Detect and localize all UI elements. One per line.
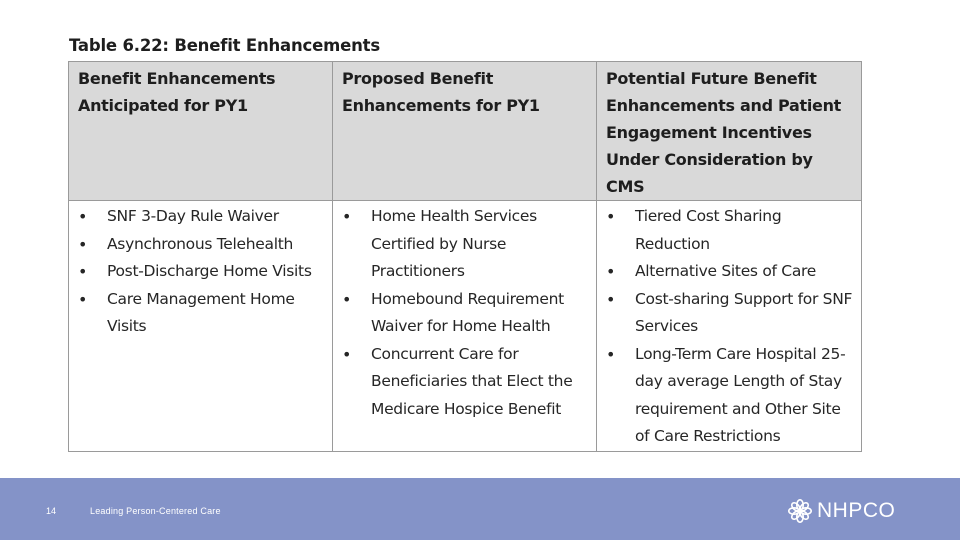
table-header-row <box>69 62 862 201</box>
cell-potential-future <box>597 201 862 452</box>
header-anticipated-py1: Benefit Enhancements Anticipated for PY1 <box>69 62 333 201</box>
list-item: • Cost-sharing Support for SNF Services <box>605 286 855 341</box>
list-item: • Tiered Cost Sharing Reduction <box>605 203 855 258</box>
list-item: • Long-Term Care Hospital 25-day average Length of Stay requirement and Other Site of Care Restrictions <box>605 341 855 451</box>
logo-text: NHPCO <box>817 499 896 522</box>
list-item: • Concurrent Care for Beneficiaries that Elect the Medicare Hospice Benefit <box>341 341 590 424</box>
header-potential-future: Potential Future Benefit Enhancements and Patient Engagement Incentives Under Consideration by CMS <box>597 62 862 201</box>
header-proposed-py1: Proposed Benefit Enhancements for PY1 <box>333 62 597 201</box>
list-item: • Homebound Requirement Waiver for Home Health <box>341 286 590 341</box>
cell-anticipated-py1 <box>69 201 333 452</box>
list-item: • Care Management Home Visits <box>77 286 326 341</box>
bullet-list <box>605 203 855 451</box>
nhpco-logo <box>787 498 895 524</box>
benefit-enhancements-table <box>68 61 862 452</box>
footer-bar <box>0 478 960 540</box>
cell-proposed-py1 <box>333 201 597 452</box>
bullet-list <box>341 203 590 423</box>
page-number: 14 <box>46 506 57 516</box>
bullet-list <box>77 203 326 341</box>
list-item: • SNF 3-Day Rule Waiver <box>77 203 326 231</box>
table-body-row <box>69 201 862 452</box>
list-item: • Asynchronous Telehealth <box>77 231 326 259</box>
list-item: • Home Health Services Certified by Nurse Practitioners <box>341 203 590 286</box>
list-item: • Post-Discharge Home Visits <box>77 258 326 286</box>
footer-tagline: Leading Person-Centered Care <box>90 506 221 516</box>
list-item: • Alternative Sites of Care <box>605 258 855 286</box>
flower-logo-icon <box>787 498 813 524</box>
table-title: Table 6.22: Benefit Enhancements <box>69 36 380 55</box>
